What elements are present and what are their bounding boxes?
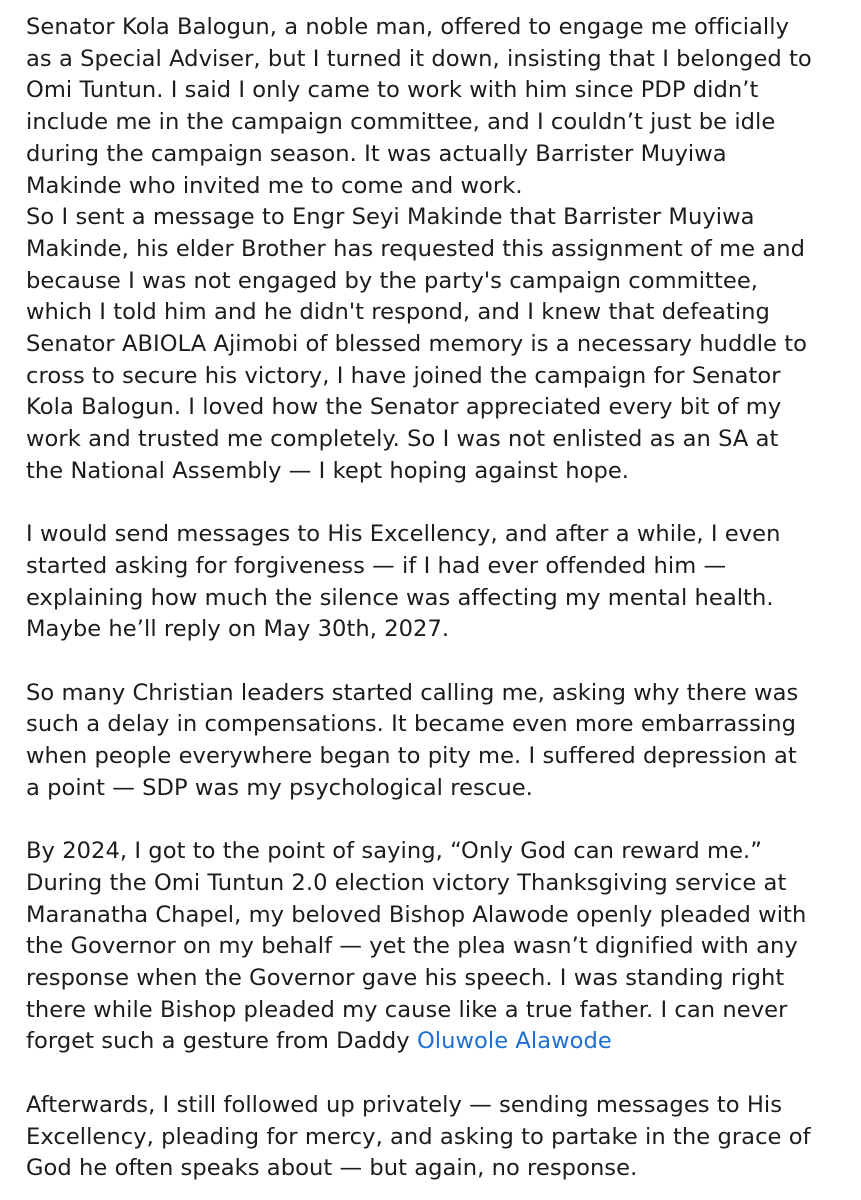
paragraph-spacer [26,805,835,837]
paragraph-5: Afterwards, I still followed up privately — sending messages to His Excellency, pleading for mercy, and asking to partake in the grace of God he often speaks about — but again, no response. [26,1091,811,1182]
paragraph-3: So many Christian leaders started calling me, asking why there was such a delay in compensations. It became even more embarrassing when people everywhere began to pity me. I suffered depression at a point — SDP was my psychological rescue. [26,679,799,801]
mention-link-oluwole-alawode[interactable]: Oluwole Alawode [416,1028,612,1055]
paragraph-1: Senator Kola Balogun, a noble man, offered to engage me officially as a Special Adviser, but I turned it down, insisting that I belonged to Omi Tuntun. I said I only came to work with him since PDP didn’t include me in the campaign committee, and I couldn’t just be idle during the campaign season. It was actually Barrister Muyiwa Makinde who invited me to come and work. So I sent a message to Engr Seyi Makinde that Barrister Muyiwa Makinde, his elder Brother has requested this assignment of me and because I was not engaged by the party's campaign committee, which I told him and he didn't respond, and I knew that defeating Senator ABIOLA Ajimobi of blessed memory is a necessary huddle to cross to secure his victory, I have joined the campaign for Senator Kola Balogun. I loved how the Senator appreciated every bit of my work and trusted me completely. So I was not enlisted as an SA at the National Assembly — I kept hoping against hope. [26,14,812,484]
paragraph-spacer [26,488,835,520]
paragraph-spacer [26,646,835,678]
paragraph-4-text: By 2024, I got to the point of saying, “Only God can reward me.” During the Omi Tuntun 2.0 election victory Thanksgiving service at Maranatha Chapel, my beloved Bishop Alawode openly pleaded with the Governor on my behalf — yet the plea wasn’t dignified with any response when the Governor gave his speech. I was standing right there while Bishop pleaded my cause like a true father. I can never forget such a gesture from Daddy [26,838,807,1055]
paragraph-4 [26,836,835,1058]
paragraph-spacer [26,1058,835,1090]
paragraph-2: I would send messages to His Excellency, and after a while, I even started asking for forgiveness — if I had ever offended him — explaining how much the silence was affecting my mental health. Maybe he’ll reply on May 30th, 2027. [26,521,781,643]
